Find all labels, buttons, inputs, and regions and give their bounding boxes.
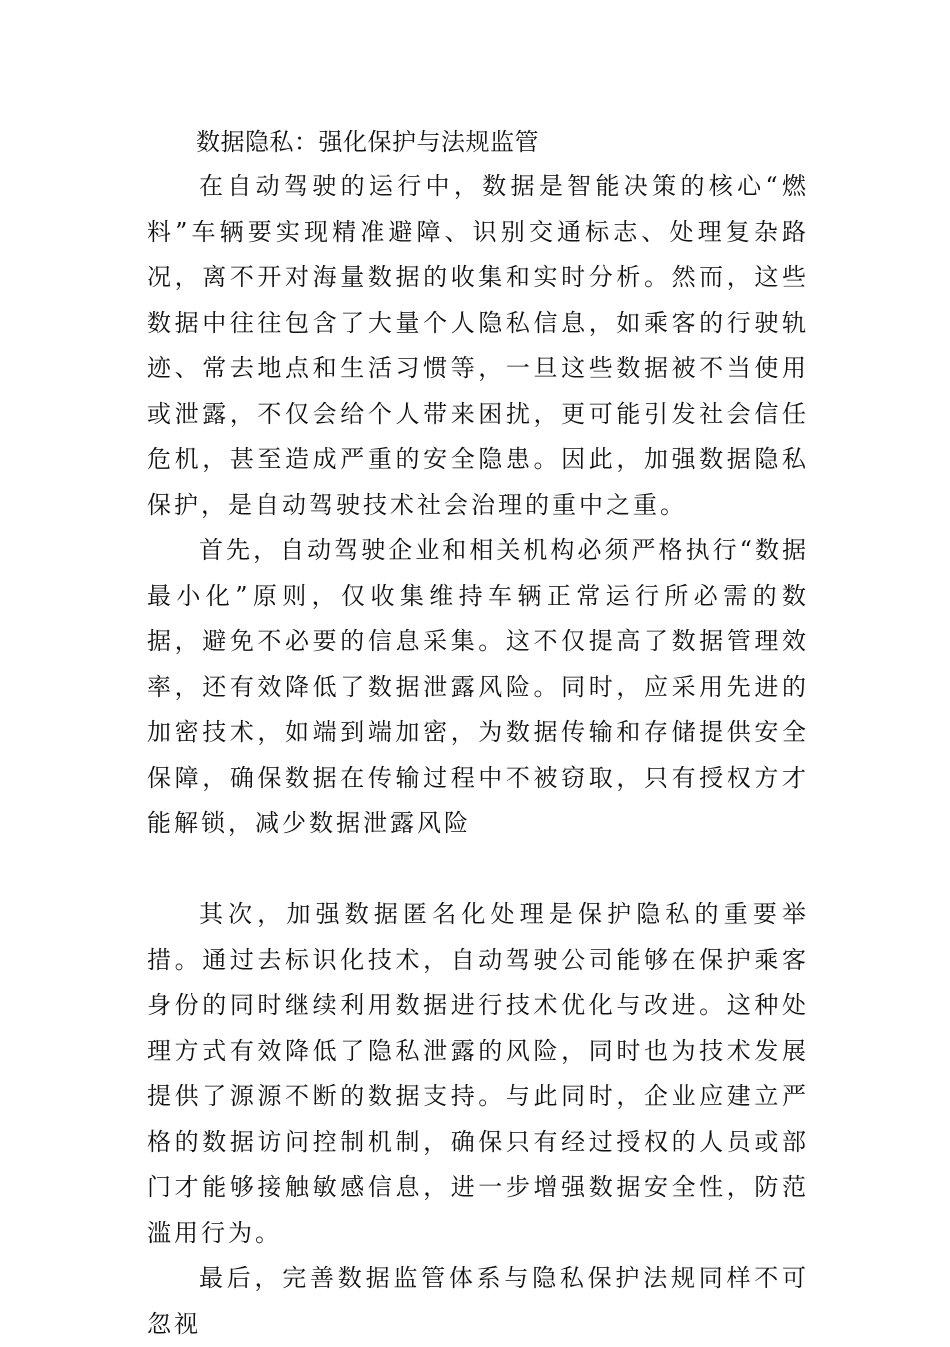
- paragraph-data-minimization: 首先，自动驾驶企业和相关机构必须严格执行“数据最小化”原则，仅收集维持车辆正常运行所必需的数据，避免不必要的信息采集。这不仅提高了数据管理效率，还有效降低了数据泄露风险。同时，应采用先进的加密技术，如端到端加密，为数据传输和存储提供安全保障，确保数据在传输过程中不被窃取，只有授权方才能解锁，减少数据泄露风险: [147, 536, 809, 837]
- paragraph-data-importance: 在自动驾驶的运行中，数据是智能决策的核心“燃料”车辆要实现精准避障、识别交通标志、处理复杂路况，离不开对海量数据的收集和实时分析。然而，这些数据中往往包含了大量个人隐私信息，如乘客的行驶轨迹、常去地点和生活习惯等，一旦这些数据被不当使用或泄露，不仅会给个人带来困扰，更可能引发社会信任危机，甚至造成严重的安全隐患。因此，加强数据隐私保护，是自动驾驶技术社会治理的重中之重。: [147, 172, 809, 519]
- paragraph-spacer: [147, 847, 809, 893]
- paragraph-anonymization: 其次，加强数据匿名化处理是保护隐私的重要举措。通过去标识化技术，自动驾驶公司能够在保护乘客身份的同时继续利用数据进行技术优化与改进。这种处理方式有效降低了隐私泄露的风险，同时也为技术发展提供了源源不断的数据支持。与此同时，企业应建立严格的数据访问控制机制，确保只有经过授权的人员或部门才能够接触敏感信息，进一步增强数据安全性，防范滥用行为。: [147, 900, 809, 1247]
- document-body: [147, 120, 809, 1347]
- document-title: 数据隐私：强化保护与法规监管: [196, 128, 539, 156]
- paragraph-regulation: 最后，完善数据监管体系与隐私保护法规同样不可忽视: [147, 1264, 809, 1338]
